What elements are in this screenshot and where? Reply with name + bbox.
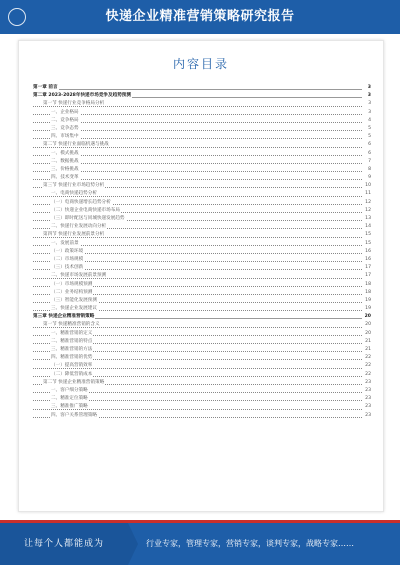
toc-page-number: 20 bbox=[364, 330, 371, 338]
toc-chapter[interactable] bbox=[33, 313, 371, 321]
footer-banner bbox=[0, 523, 400, 565]
toc-entry[interactable] bbox=[33, 395, 371, 403]
toc-page-number: 6 bbox=[367, 150, 371, 158]
toc-entry-text: （三）智能化发展预测 bbox=[51, 297, 97, 303]
toc-page-number: 19 bbox=[364, 305, 371, 313]
toc-leader-dots bbox=[33, 245, 362, 246]
toc-page-number: 15 bbox=[364, 231, 371, 239]
toc-page-number: 20 bbox=[364, 313, 371, 321]
toc-entry-text: 四、技术变革 bbox=[51, 175, 79, 181]
toc-entry-text: 第四节 快递行业发展前景分析 bbox=[43, 232, 105, 238]
toc-page-number: 16 bbox=[364, 256, 371, 264]
toc-page-number: 18 bbox=[364, 281, 371, 289]
report-header bbox=[0, 0, 400, 34]
toc-entry[interactable] bbox=[33, 379, 371, 387]
toc-page-number: 23 bbox=[364, 387, 371, 395]
toc-page-number: 19 bbox=[364, 297, 371, 305]
toc-entry-text: 一、企业格局 bbox=[51, 109, 79, 115]
toc-entry-text: 一、模式挑战 bbox=[51, 150, 79, 156]
toc-page-number: 23 bbox=[364, 403, 371, 411]
toc-page-number: 18 bbox=[364, 289, 371, 297]
toc-page-number: 23 bbox=[364, 412, 371, 420]
toc-entry[interactable] bbox=[33, 207, 371, 215]
toc-leader-dots bbox=[33, 179, 362, 180]
toc-entry-text: （二）降低营销成本 bbox=[51, 371, 93, 377]
toc-page-number: 14 bbox=[364, 223, 371, 231]
toc-entry[interactable] bbox=[33, 150, 371, 158]
toc-entry[interactable] bbox=[33, 281, 371, 289]
toc-page-number: 5 bbox=[367, 125, 371, 133]
toc-page-number: 15 bbox=[364, 240, 371, 248]
toc-entry-text: 第一章 前言 bbox=[33, 85, 58, 90]
toc-entry-text: （一）市场规模预测 bbox=[51, 281, 93, 287]
toc-entry[interactable] bbox=[33, 190, 371, 198]
footer-slogan: 让每个人都能成为 bbox=[0, 523, 128, 565]
toc-page-number: 12 bbox=[364, 207, 371, 215]
toc-entry[interactable] bbox=[33, 166, 371, 174]
toc-entry-text: （一）电商快递增长趋势分析 bbox=[51, 199, 111, 205]
toc-chapter[interactable] bbox=[33, 84, 371, 92]
toc-entry[interactable] bbox=[33, 338, 371, 346]
toc-page-number: 13 bbox=[364, 215, 371, 223]
toc-leader-dots bbox=[33, 89, 362, 90]
toc-entry[interactable] bbox=[33, 223, 371, 231]
toc-entry[interactable] bbox=[33, 289, 371, 297]
toc-leader-dots bbox=[33, 171, 362, 172]
toc-page-number: 20 bbox=[364, 321, 371, 329]
toc-entry[interactable] bbox=[33, 321, 371, 329]
toc-chapter[interactable] bbox=[33, 92, 371, 100]
toc-entry[interactable] bbox=[33, 100, 371, 108]
footer-arrow-icon bbox=[128, 523, 138, 565]
toc-page-number: 7 bbox=[367, 158, 371, 166]
toc-entry[interactable] bbox=[33, 272, 371, 280]
logo-icon bbox=[8, 8, 26, 26]
toc-page-number: 22 bbox=[364, 371, 371, 379]
toc-entry[interactable] bbox=[33, 215, 371, 223]
toc-page-number: 22 bbox=[364, 362, 371, 370]
toc-page-number: 5 bbox=[367, 133, 371, 141]
toc-entry[interactable] bbox=[33, 117, 371, 125]
toc-page-number: 11 bbox=[364, 190, 371, 198]
toc-leader-dots bbox=[33, 138, 362, 139]
toc-entry-text: 三、精准推广策略 bbox=[51, 404, 88, 410]
toc-entry-text: （二）市场规模 bbox=[51, 256, 84, 262]
toc-entry[interactable] bbox=[33, 109, 371, 117]
toc-entry-text: 三、价格挑战 bbox=[51, 166, 79, 172]
toc-entry[interactable] bbox=[33, 158, 371, 166]
toc-leader-dots bbox=[33, 114, 362, 115]
toc-leader-dots bbox=[33, 122, 362, 123]
toc-page-number: 3 bbox=[367, 92, 371, 100]
toc-entry-text: 第三节 快递行业市场趋势分析 bbox=[43, 183, 105, 189]
toc-entry-text: 二、精准定位策略 bbox=[51, 396, 88, 402]
document-page bbox=[18, 40, 384, 512]
toc-entry[interactable] bbox=[33, 240, 371, 248]
toc-entry[interactable] bbox=[33, 199, 371, 207]
toc-page-number: 21 bbox=[364, 338, 371, 346]
toc-page-number: 23 bbox=[364, 379, 371, 387]
toc-entry-text: （二）业务结构预测 bbox=[51, 289, 93, 295]
toc-entry-text: （二）快递企业电商快递市场布局 bbox=[51, 207, 120, 213]
toc-entry[interactable] bbox=[33, 264, 371, 272]
toc-entry-text: 第二章 2023-2028年快递市场竞争及趋势预测 bbox=[33, 93, 131, 99]
toc-page-number: 3 bbox=[367, 109, 371, 117]
toc-page-number: 10 bbox=[364, 182, 371, 190]
toc-page-number: 6 bbox=[367, 141, 371, 149]
toc-page-number: 4 bbox=[367, 117, 371, 125]
toc-page-number: 12 bbox=[364, 199, 371, 207]
toc-entry[interactable] bbox=[33, 346, 371, 354]
toc-entry[interactable] bbox=[33, 248, 371, 256]
toc-entry-text: 一、电商快递趋势分析 bbox=[51, 191, 97, 197]
toc-entry[interactable] bbox=[33, 256, 371, 264]
toc-entry-text: 第二节 快递行业面临机遇与挑战 bbox=[43, 142, 109, 148]
toc-entry[interactable] bbox=[33, 371, 371, 379]
toc-entry-text: 一、发展前景 bbox=[51, 240, 79, 246]
toc-entry[interactable] bbox=[33, 403, 371, 411]
toc-entry-text: 一、客户细分策略 bbox=[51, 387, 88, 393]
toc-entry-text: （一）提高营销效率 bbox=[51, 363, 93, 369]
toc-entry[interactable] bbox=[33, 231, 371, 239]
toc-entry-text: 三、竞争态势 bbox=[51, 125, 79, 131]
toc-entry-text: 三、快递企业发展建议 bbox=[51, 306, 97, 312]
toc-page-number: 16 bbox=[364, 248, 371, 256]
toc-entry[interactable] bbox=[33, 305, 371, 313]
toc-leader-dots bbox=[33, 130, 362, 131]
toc-entry-text: 二、竞争格局 bbox=[51, 117, 79, 123]
toc-entry[interactable] bbox=[33, 174, 371, 182]
toc-entry-text: 二、精准营销的特点 bbox=[51, 338, 93, 344]
toc-entry-text: 四、客户关系管理策略 bbox=[51, 412, 97, 418]
toc-entry-text: 第一节 快递精准营销的含义 bbox=[43, 322, 100, 328]
toc-entry-text: （三）即时配送与同城快递发展趋势 bbox=[51, 216, 125, 221]
toc-entry-text: 第三章 快递企业精准营销策略 bbox=[33, 314, 95, 320]
toc-entry[interactable] bbox=[33, 182, 371, 190]
toc-leader-dots bbox=[33, 155, 362, 156]
toc-entry[interactable] bbox=[33, 133, 371, 141]
toc-page-number: 8 bbox=[367, 166, 371, 174]
toc-entry[interactable] bbox=[33, 362, 371, 370]
toc-entry-text: 二、快递市场发展前景预测 bbox=[51, 273, 107, 279]
toc-entry[interactable] bbox=[33, 354, 371, 362]
toc-page-number: 17 bbox=[364, 272, 371, 280]
toc-entry[interactable] bbox=[33, 387, 371, 395]
toc-entry-text: 三、精准营销的方法 bbox=[51, 347, 93, 352]
toc-page-number: 22 bbox=[364, 354, 371, 362]
toc-entry-text: （三）技术创新 bbox=[51, 265, 84, 271]
toc-entry-text: 二、快递行业发展动向分析 bbox=[51, 224, 107, 230]
toc-page-number: 21 bbox=[364, 346, 371, 354]
toc-page-number: 3 bbox=[367, 100, 371, 108]
toc-entry-text: 四、市场集中 bbox=[51, 134, 79, 140]
toc-entry-text: 第一节 快递行业竞争格局分析 bbox=[43, 101, 105, 107]
report-title: 快递企业精准营销策略研究报告 bbox=[105, 9, 295, 24]
toc-entry[interactable] bbox=[33, 330, 371, 338]
toc-entry-text: 第二节 快递企业精准营销策略 bbox=[43, 379, 105, 385]
toc-entry[interactable] bbox=[33, 297, 371, 305]
toc-page-number: 23 bbox=[364, 395, 371, 403]
toc-leader-dots bbox=[33, 163, 362, 164]
toc-entry[interactable] bbox=[33, 141, 371, 149]
toc-entry-text: 一、精准营销的定义 bbox=[51, 330, 93, 336]
footer-tagline: 行业专家，管理专家，营销专家，谈判专家，战略专家…… bbox=[146, 539, 354, 548]
toc-page-number: 3 bbox=[367, 84, 371, 92]
toc-entry-text: 二、数据挑战 bbox=[51, 158, 79, 164]
toc-page-number: 9 bbox=[367, 174, 371, 182]
toc-entry[interactable] bbox=[33, 412, 371, 420]
table-of-contents bbox=[33, 84, 371, 420]
toc-page-number: 17 bbox=[364, 264, 371, 272]
toc-entry-text: （一）政策环境 bbox=[51, 248, 84, 254]
toc-entry[interactable] bbox=[33, 125, 371, 133]
toc-title: 内容目录 bbox=[172, 57, 229, 71]
toc-entry-text: 四、精准营销的优势 bbox=[51, 355, 93, 361]
